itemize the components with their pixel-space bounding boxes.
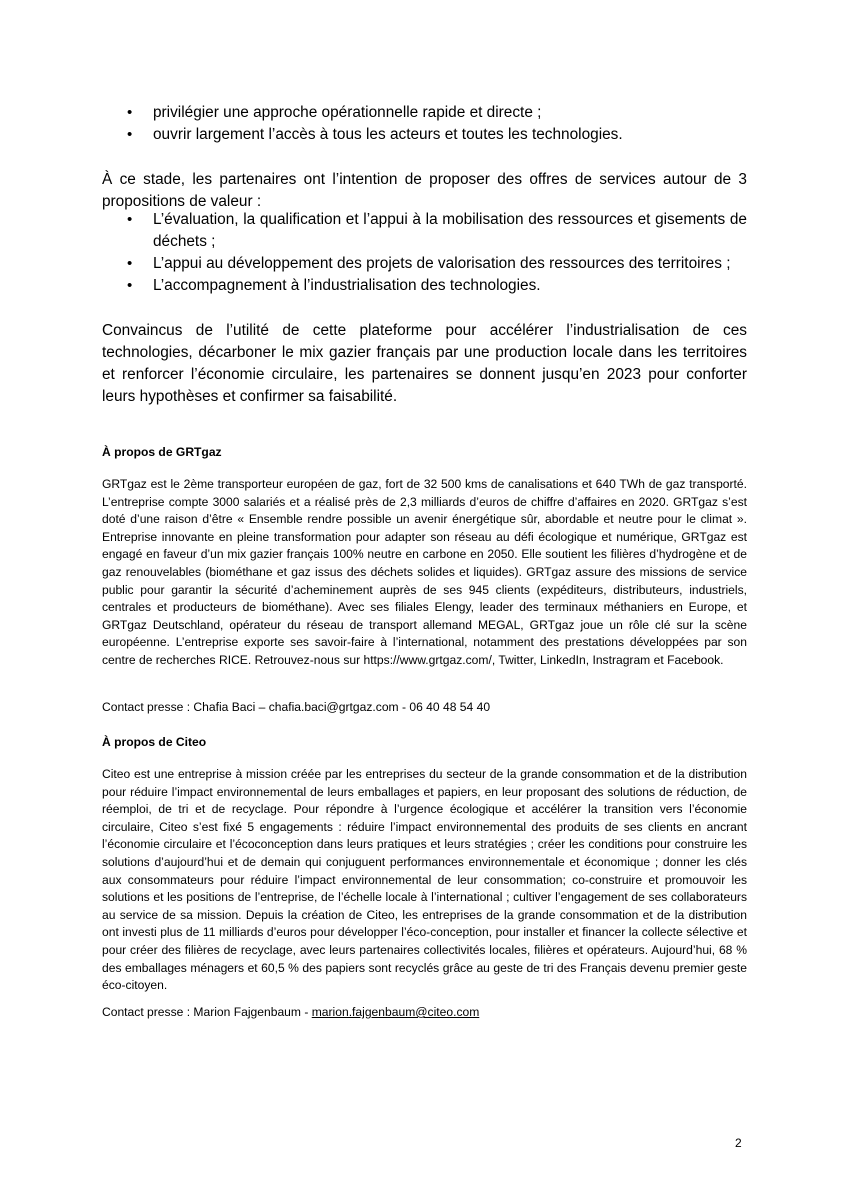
page-number: 2 [735, 1136, 742, 1150]
bullet-item: • ouvrir largement l’accès à tous les acteurs et toutes les technologies. [153, 124, 753, 146]
bullet-item: • L’évaluation, la qualification et l’appui à la mobilisation des ressources et gisements de déchets ; [153, 209, 747, 253]
citeo-description: Citeo est une entreprise à mission créée par les entreprises du secteur de la grande consommation et de la distribution pour réduire l’impact environnemental de leurs emballages et papiers, en leur proposant des solutions de réduction, de réemploi, de tri et de recyclage. Pour répondre à l’urgence écologique et accélérer la transition vers l’économie circulaire, Citeo s’est fixé 5 engagements : réduire l’impact environnemental des produits de ses clients en ancrant l’économie circulaire et l’écoconception dans leurs pratiques et leurs stratégies ; créer les conditions pour construire les solutions d’aujourd’hui et de demain qui conjuguent performances environnementale et économique ; donner les clés aux consommateurs pour réduire l’impact environnemental de leur consommation; co-construire et promouvoir les solutions et les positions de l’entreprise, de l’échelle locale à l’international ; cultiver l’engagement de ses collaborateurs au service de sa mission. Depuis la création de Citeo, les entreprises de la grande consommation et de la distribution ont investi plus de 11 milliards d’euros pour développer l’éco-conception, pour installer et financer la collecte sélective et pour créer des filières de recyclage, avec leurs partenaires collectivités locales, filières et opérateurs. Aujourd’hui, 68 % des emballages ménagers et 60,5 % des papiers sont recyclés grâce au geste de tri des Français devenu premier geste éco-citoyen. [102, 767, 747, 993]
citeo-contact-email-link[interactable]: marion.fajgenbaum@citeo.com [311, 1005, 480, 1019]
citeo-heading: À propos de Citeo [102, 735, 207, 749]
citeo-contact-label: Contact presse : Marion Fajgenbaum - [102, 1005, 312, 1019]
grtgaz-press-contact: Contact presse : Chafia Baci – chafia.baci@grtgaz.com - 06 40 48 54 40 [102, 700, 491, 714]
value-propositions-intro: À ce stade, les partenaires ont l’intention de proposer des offres de services autour de 3 propositions de valeur : [102, 171, 747, 210]
value-propositions-list [153, 209, 747, 297]
grtgaz-description: GRTgaz est le 2ème transporteur européen de gaz, fort de 32 500 kms de canalisations et 640 TWh de gaz transporté. L’entreprise compte 3000 salariés et a réalisé près de 2,3 milliards d’euros de chiffre d’affaires en 2020. GRTgaz s’est doté d’une raison d’être « Ensemble rendre possible un avenir énergétique sûr, abordable et neutre pour le climat ». Entreprise innovante en pleine transformation pour adapter son réseau au défi écologique et numérique, GRTgaz est engagé en faveur d’un mix gazier français 100% neutre en carbone en 2050. Elle soutient les filières d’hydrogène et de gaz renouvelables (biométhane et gaz issus des déchets solides et liquides). GRTgaz assure des missions de service public pour garantir la sécurité d’acheminement auprès de ses 945 clients (expéditeurs, distributeurs, industriels, centrales et producteurs de biométhane). Avec ses filiales Elengy, leader des terminaux méthaniers en Europe, et GRTgaz Deutschland, opérateur du réseau de transport allemand MEGAL, GRTgaz joue un rôle clé sur la scène européenne. L’entreprise exporte ses savoir-faire à l’international, notamment des prestations développées par son centre de recherches RICE. Retrouvez-nous sur https://www.grtgaz.com/, Twitter, LinkedIn, Instragram et Facebook. [102, 477, 747, 667]
bullet-item: • L’appui au développement des projets de valorisation des ressources des territoires ; [153, 253, 747, 275]
intro-bullet-list [153, 102, 753, 146]
conclusion-paragraph: Convaincus de l’utilité de cette plateforme pour accélérer l’industrialisation de ces technologies, décarboner le mix gazier français par une production locale dans les territoires et renforcer l’économie circulaire, les partenaires se donnent jusqu’en 2023 pour conforter leurs hypothèses et confirmer sa faisabilité. [102, 322, 747, 405]
bullet-item: • L’accompagnement à l’industrialisation des technologies. [153, 275, 747, 297]
citeo-press-contact [102, 1004, 479, 1022]
grtgaz-heading: À propos de GRTgaz [102, 445, 222, 459]
bullet-item: • privilégier une approche opérationnelle rapide et directe ; [153, 102, 753, 124]
